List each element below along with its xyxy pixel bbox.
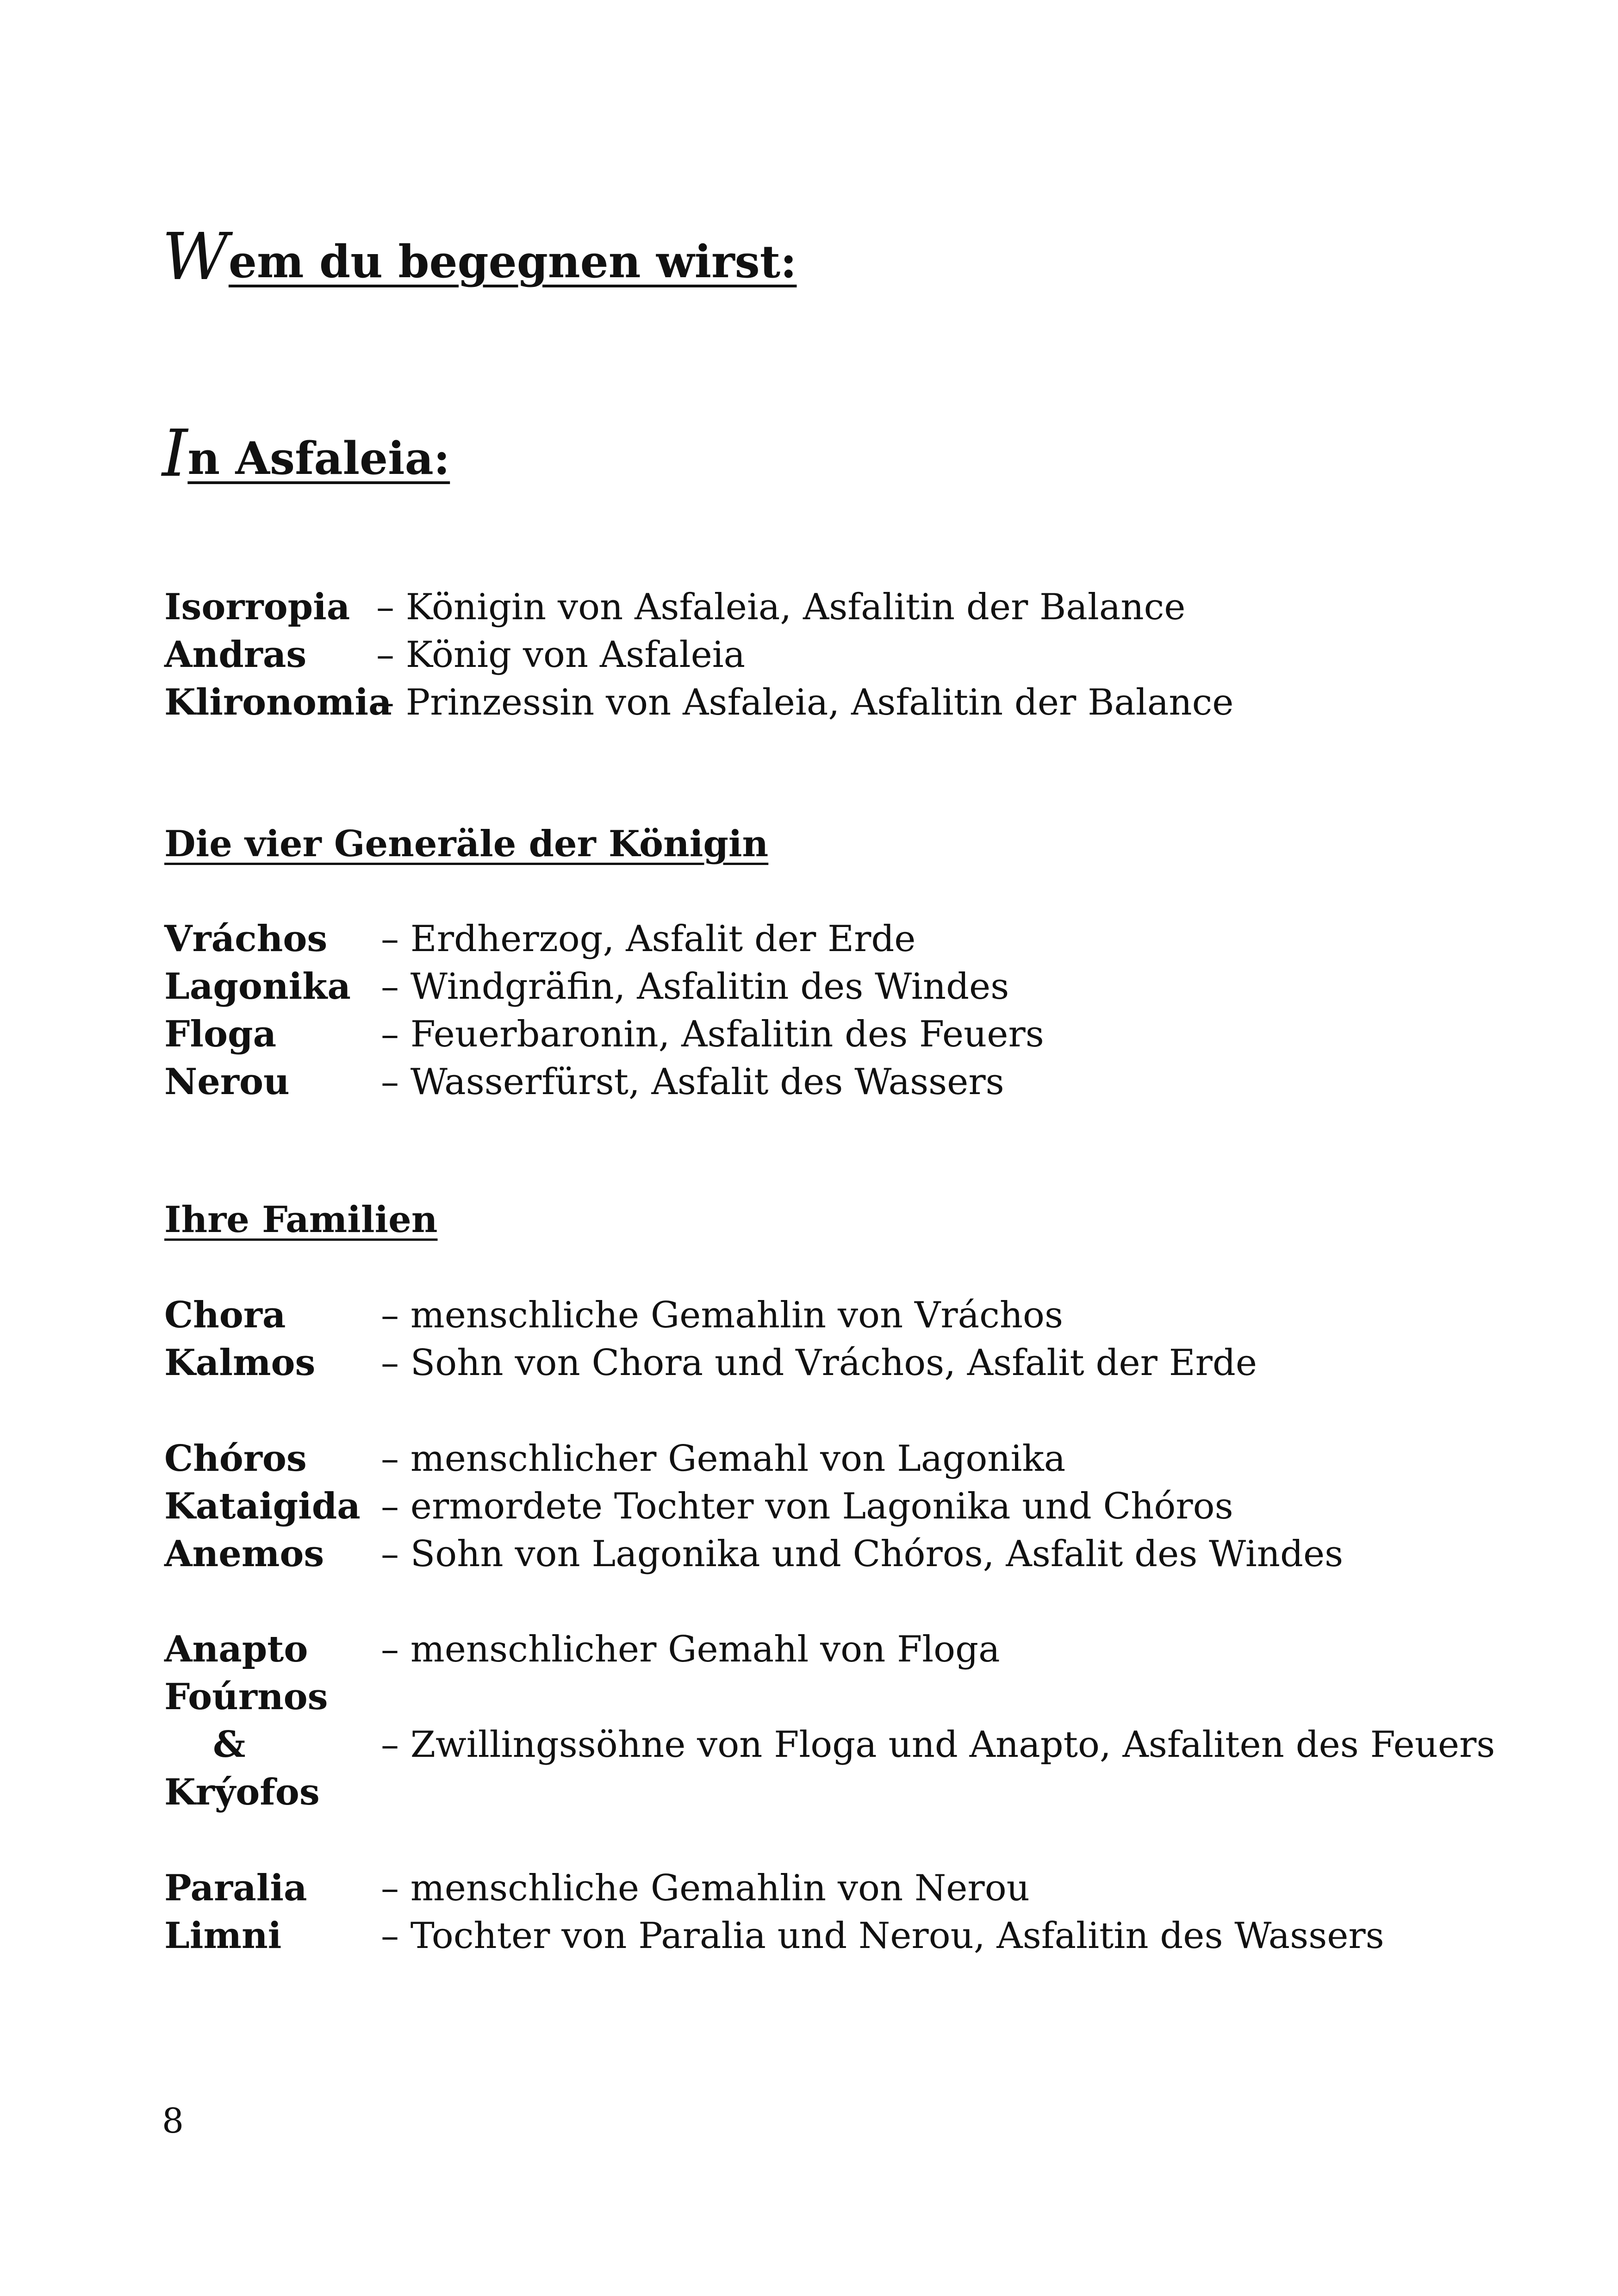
character-description: – Sohn von Chora und Vráchos, Asfalit der Erde xyxy=(381,1342,1257,1384)
character-name: Vráchos xyxy=(164,918,328,960)
character-name: Isorropia xyxy=(164,586,350,628)
character-name: Anemos xyxy=(164,1533,324,1575)
character-description: – Tochter von Paralia und Nerou, Asfalitin des Wassers xyxy=(381,1915,1384,1957)
character-description: – Zwillingssöhne von Floga und Anapto, Asfaliten des Feuers xyxy=(381,1724,1495,1766)
character-description: – Prinzessin von Asfaleia, Asfalitin der Balance xyxy=(376,682,1234,723)
page-title xyxy=(162,218,797,293)
title-ornamental-initial: W xyxy=(162,219,229,295)
character-name: Limni xyxy=(164,1915,282,1957)
section-title-asfaleia xyxy=(162,414,450,490)
title-text: em du begegnen wirst: xyxy=(228,236,797,288)
character-name: Anapto xyxy=(164,1628,308,1670)
subtitle-ornamental-initial: I xyxy=(162,416,188,492)
character-description: – Erdherzog, Asfalit der Erde xyxy=(381,918,916,960)
character-name: Lagonika xyxy=(164,965,351,1008)
character-name: Paralia xyxy=(164,1867,307,1909)
page-number: 8 xyxy=(162,2101,184,2141)
character-description: – Wasserfürst, Asfalit des Wassers xyxy=(381,1061,1004,1103)
character-description: – Feuerbaronin, Asfalitin des Feuers xyxy=(381,1014,1044,1055)
character-description: – menschliche Gemahlin von Vráchos xyxy=(381,1294,1064,1336)
character-description: – Königin von Asfaleia, Asfalitin der Balance xyxy=(376,586,1186,628)
character-name: Chóros xyxy=(164,1437,307,1480)
families-heading: Ihre Familien xyxy=(164,1199,438,1241)
character-description: – menschliche Gemahlin von Nerou xyxy=(381,1867,1030,1909)
character-description: – menschlicher Gemahl von Floga xyxy=(381,1629,1000,1670)
character-description: – Windgräfin, Asfalitin des Windes xyxy=(381,966,1009,1008)
character-name: Nerou xyxy=(164,1061,290,1103)
character-name: Klironomia xyxy=(164,681,392,723)
character-name: Andras xyxy=(164,634,307,676)
character-name: Krýofos xyxy=(164,1771,320,1813)
character-name: Foúrnos xyxy=(164,1676,328,1718)
character-description: – menschlicher Gemahl von Lagonika xyxy=(381,1438,1066,1480)
character-name: Floga xyxy=(164,1013,277,1055)
character-description: – Sohn von Lagonika und Chóros, Asfalit des Windes xyxy=(381,1533,1344,1575)
character-name: Chora xyxy=(164,1294,286,1336)
character-description: – König von Asfaleia xyxy=(376,634,746,676)
character-name: Kalmos xyxy=(164,1342,316,1384)
subtitle-text: n Asfaleia: xyxy=(187,432,450,485)
character-description: – ermordete Tochter von Lagonika und Chóros xyxy=(381,1486,1233,1527)
character-name: Kataigida xyxy=(164,1485,361,1527)
generals-heading: Die vier Generäle der Königin xyxy=(164,823,769,865)
ampersand: & xyxy=(213,1724,246,1766)
